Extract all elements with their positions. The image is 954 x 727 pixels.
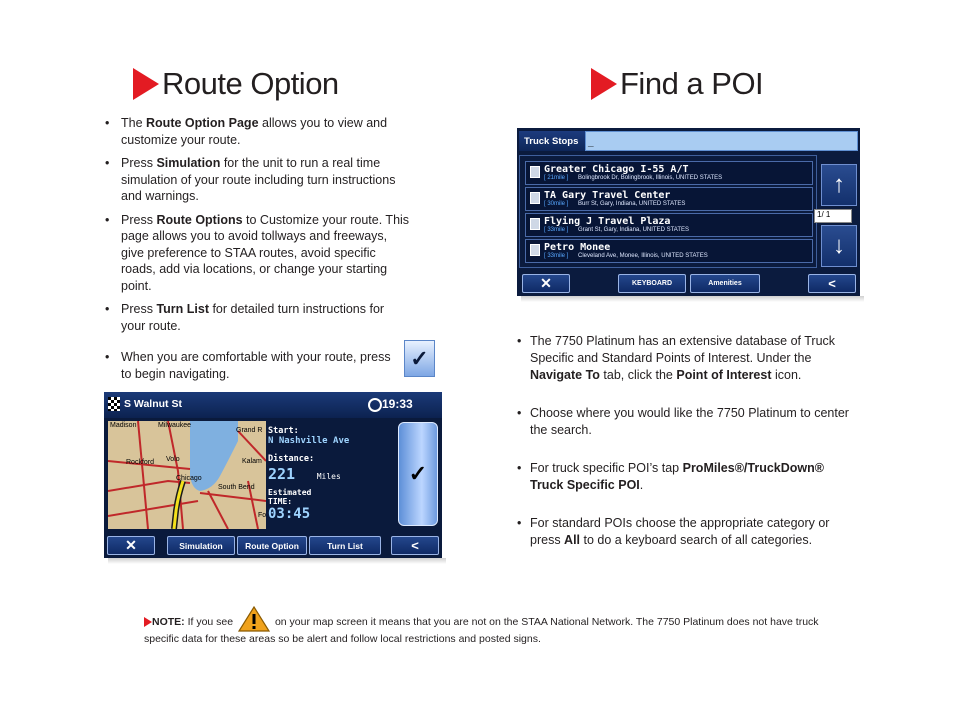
list-item[interactable]: Greater Chicago I-55 A/T [ 21mile ] Bolingbrook Dr, Bolingbrook, Illinois, UNITED STATES (525, 161, 813, 185)
screen-shadow (108, 558, 446, 564)
route-info: Start: N Nashville Ave Distance: 221 Miles Estimated TIME: 03:45 (268, 421, 393, 522)
map-label: Fo (258, 512, 266, 519)
check-button[interactable] (404, 340, 435, 377)
bullet-route-option-page: • The Route Option Page allows you to view and customize your route. (105, 115, 410, 148)
list-item[interactable]: Flying J Travel Plaza [ 33mile ] Grant St, Gary, Indiana, UNITED STATES (525, 213, 813, 237)
map-label: Grand R (236, 427, 263, 434)
checkered-flag-icon (108, 397, 120, 411)
map-label: South Bend (218, 484, 255, 491)
street-title-bar: S Walnut St 19:33 (104, 392, 442, 418)
bullet-route-options: • Press Route Options to Customize your route. This page allows you to avoid tollways and freeways, give preference to STAA routes, avoid specific roads, add via locations, or change your starting point. (105, 212, 410, 295)
close-button[interactable] (107, 536, 155, 555)
bullet-turn-list: • Press Turn List for detailed turn instructions for your route. (105, 301, 410, 334)
back-button[interactable] (391, 536, 439, 555)
close-icon: ✕ (125, 537, 137, 553)
screen-shadow (521, 296, 864, 302)
bullet-standard-pois: • For standard POIs choose the appropriate category or press All to do a keyboard search of all categories. (517, 515, 857, 549)
back-arrow-icon: < (411, 538, 419, 553)
find-poi-list (517, 333, 857, 556)
back-button[interactable] (808, 274, 856, 293)
search-bar[interactable]: Truck Stops _ (519, 131, 858, 151)
turn-list-button[interactable]: Turn List (309, 536, 381, 555)
route-map (108, 421, 266, 529)
truck-stop-icon (530, 192, 540, 204)
arrow-up-icon: ↑ (833, 171, 845, 198)
amenities-button[interactable]: Amenities (690, 274, 760, 293)
bullet-truck-specific: • For truck specific POI’s tap ProMiles®/TruckDown® Truck Specific POI. (517, 460, 857, 494)
scroll-down-button[interactable] (821, 225, 857, 267)
go-button[interactable] (398, 422, 438, 526)
truck-stop-icon (530, 218, 540, 230)
map-label: Volo (166, 456, 180, 463)
list-item[interactable]: Petro Monee [ 33mile ] Cleveland Ave, Monee, Illinois, UNITED STATES (525, 239, 813, 263)
distance-row: 221 Miles (268, 465, 341, 483)
route-option-button[interactable]: Route Option (237, 536, 307, 555)
map-label: Chicago (176, 475, 202, 482)
map-label: Milwaukee (158, 422, 192, 429)
route-option-screen (104, 392, 442, 558)
bullet-center-search: • Choose where you would like the 7750 Platinum to center the search. (517, 405, 857, 439)
clock-icon (368, 398, 382, 412)
find-poi-heading: Find a POI (591, 66, 763, 102)
page-indicator: 1/ 1 (814, 209, 852, 223)
map-label: Rockford (126, 459, 155, 466)
red-arrow-icon (133, 68, 159, 100)
list-item[interactable]: TA Gary Travel Center [ 30mile ] Burr St, Gary, Indiana, UNITED STATES (525, 187, 813, 211)
search-input[interactable]: _ (585, 131, 858, 151)
keyboard-button[interactable]: KEYBOARD (618, 274, 686, 293)
scroll-up-button[interactable] (821, 164, 857, 206)
checkmark-icon: ✓ (408, 461, 428, 486)
map-label: Madison (110, 422, 137, 429)
simulation-button[interactable]: Simulation (167, 536, 235, 555)
bullet-simulation: • Press Simulation for the unit to run a real time simulation of your route including turn instructions and warnings. (105, 155, 410, 205)
checkmark-icon: ✓ (410, 345, 429, 371)
close-button[interactable] (522, 274, 570, 293)
note: NOTE: If you see on your map screen it means that you are not on the STAA National Network. The 7750 Platinum does not have truck specific data for these areas so be alert and follow local restrictions and posted signs. (144, 606, 844, 648)
route-option-list (105, 115, 410, 389)
close-icon: ✕ (540, 275, 552, 291)
red-arrow-icon (591, 68, 617, 100)
arrow-down-icon: ↓ (833, 232, 845, 259)
results-panel (519, 155, 817, 268)
warning-icon (238, 606, 270, 630)
bullet-begin-navigating: • When you are comfortable with your route, press to begin navigating. (105, 349, 401, 382)
map-label: Kalam (242, 458, 262, 465)
bullet-poi-database: • The 7750 Platinum has an extensive database of Truck Specific and Standard Points of Interest. Under the Navigate To tab, click the Point of Interest icon. (517, 333, 857, 384)
route-option-heading: Route Option (133, 66, 339, 102)
back-arrow-icon: < (828, 276, 836, 291)
red-arrow-icon (144, 617, 152, 627)
truck-stop-icon (530, 244, 540, 256)
truck-stop-icon (530, 166, 540, 178)
find-poi-screen (517, 128, 860, 296)
